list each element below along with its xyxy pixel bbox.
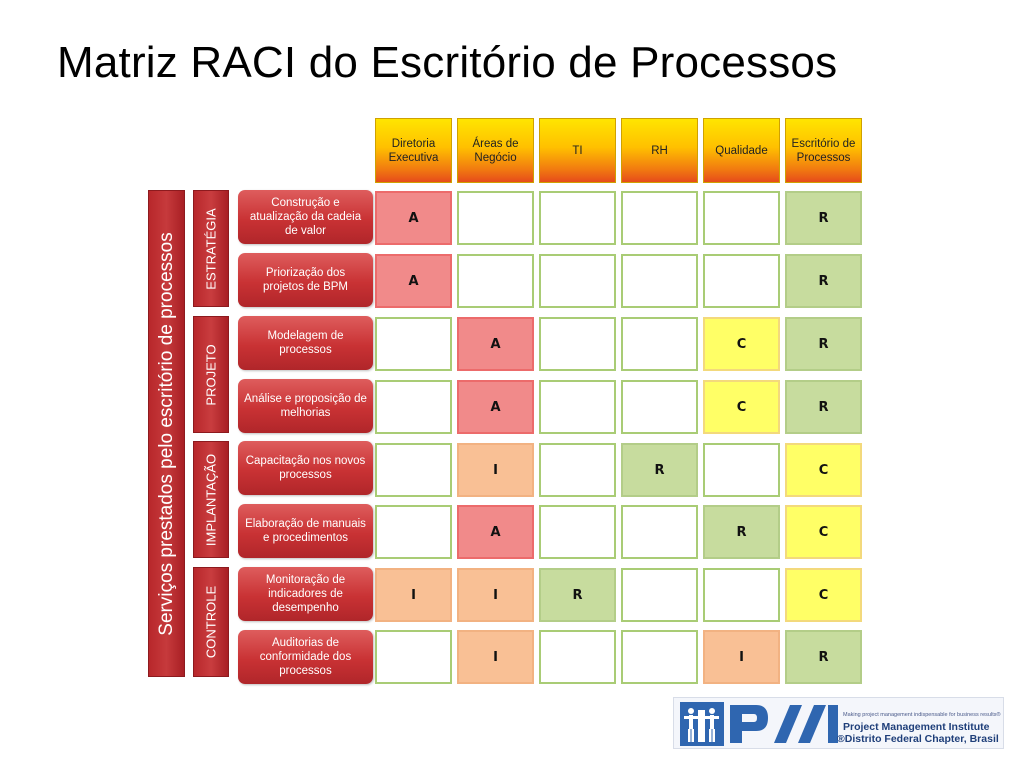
- column-header-diretoria: Diretoria Executiva: [375, 118, 452, 183]
- group-label: ESTRATÉGIA: [203, 207, 219, 290]
- service-monitoracao: Monitoração de indicadores de desempenho: [238, 567, 373, 621]
- logo-line-2: ®Distrito Federal Chapter, Brasil: [837, 733, 999, 745]
- group-projeto: [193, 316, 229, 433]
- raci-cell: [539, 630, 616, 684]
- group-implantacao: [193, 441, 229, 558]
- raci-cell: A: [457, 505, 534, 559]
- raci-cell: [539, 317, 616, 371]
- raci-cell: [621, 380, 698, 434]
- raci-cell: R: [785, 191, 862, 245]
- raci-cell: [375, 443, 452, 497]
- column-header-rh: RH: [621, 118, 698, 183]
- raci-cell: [539, 443, 616, 497]
- raci-cell: [539, 191, 616, 245]
- raci-cell: [539, 254, 616, 308]
- raci-cell: [703, 443, 780, 497]
- column-header-ti: TI: [539, 118, 616, 183]
- raci-cell: C: [703, 317, 780, 371]
- raci-cell: [621, 254, 698, 308]
- logo-line-1: Project Management Institute: [843, 721, 990, 733]
- service-priorizacao: Priorização dos projetos de BPM: [238, 253, 373, 307]
- raci-cell: R: [621, 443, 698, 497]
- raci-cell: R: [785, 317, 862, 371]
- raci-cell: A: [457, 380, 534, 434]
- raci-cell: [539, 505, 616, 559]
- raci-cell: C: [785, 568, 862, 622]
- group-label: PROJETO: [203, 343, 219, 406]
- raci-cell: R: [785, 254, 862, 308]
- raci-cell: A: [375, 191, 452, 245]
- column-header-escritorio: Escritório de Processos: [785, 118, 862, 183]
- raci-cell: [621, 630, 698, 684]
- raci-cell: [621, 505, 698, 559]
- raci-cell: [375, 630, 452, 684]
- service-auditorias: Auditorias de conformidade dos processos: [238, 630, 373, 684]
- raci-cell: [621, 317, 698, 371]
- column-header-areas-negocio: Áreas de Negócio: [457, 118, 534, 183]
- service-manuais: Elaboração de manuais e procedimentos: [238, 504, 373, 558]
- group-controle: [193, 567, 229, 677]
- raci-cell: [375, 505, 452, 559]
- raci-cell: C: [785, 505, 862, 559]
- raci-cell: C: [703, 380, 780, 434]
- raci-cell: [703, 568, 780, 622]
- raci-cell: [621, 568, 698, 622]
- raci-cell: [457, 254, 534, 308]
- raci-cell: [457, 191, 534, 245]
- group-estrategia: [193, 190, 229, 307]
- raci-cell: [621, 191, 698, 245]
- group-label: CONTROLE: [203, 585, 219, 659]
- raci-cell: [375, 317, 452, 371]
- raci-cell: [703, 254, 780, 308]
- raci-cell: I: [457, 568, 534, 622]
- service-analise: Análise e proposição de melhorias: [238, 379, 373, 433]
- raci-cell: R: [703, 505, 780, 559]
- page-title: Matriz RACI do Escritório de Processos: [57, 38, 838, 87]
- raci-cell: I: [703, 630, 780, 684]
- side-label-services: [148, 190, 185, 677]
- service-modelagem: Modelagem de processos: [238, 316, 373, 370]
- raci-cell: A: [457, 317, 534, 371]
- raci-cell: [703, 191, 780, 245]
- raci-cell: A: [375, 254, 452, 308]
- service-capacitacao: Capacitação nos novos processos: [238, 441, 373, 495]
- raci-cell: R: [785, 380, 862, 434]
- raci-cell: I: [457, 630, 534, 684]
- service-cadeia-valor: Construção e atualização da cadeia de valor: [238, 190, 373, 244]
- raci-cell: C: [785, 443, 862, 497]
- side-label-text: Serviços prestados pelo escritório de processos: [155, 231, 177, 636]
- raci-cell: [539, 380, 616, 434]
- raci-cell: [375, 380, 452, 434]
- group-label: IMPLANTAÇÃO: [203, 453, 219, 546]
- raci-cell: I: [457, 443, 534, 497]
- raci-cell: R: [539, 568, 616, 622]
- pmi-logo-icon: [680, 702, 840, 746]
- raci-cell: R: [785, 630, 862, 684]
- pmi-logo: [673, 697, 1004, 749]
- logo-tagline: Making project management indispensable for business results®: [843, 712, 1001, 718]
- raci-cell: I: [375, 568, 452, 622]
- column-header-qualidade: Qualidade: [703, 118, 780, 183]
